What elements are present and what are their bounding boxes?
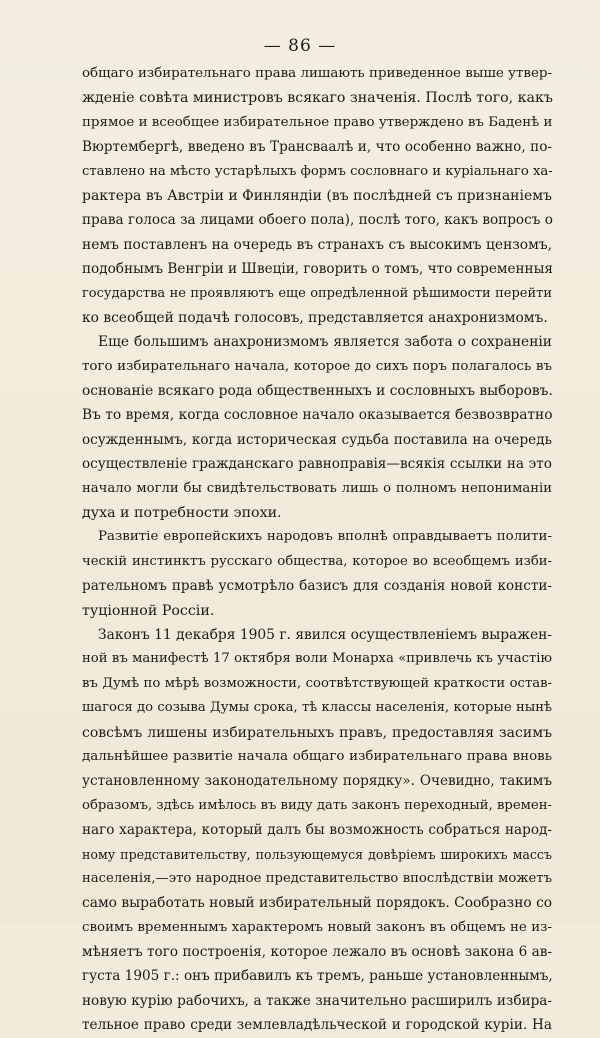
body-text <box>82 62 552 1038</box>
text-line: туціонной Россіи. <box>82 602 215 619</box>
text-line: прямое и всеобщее избирательное право утверждено въ Баденѣ и <box>82 114 553 130</box>
text-line: совсѣмъ лишены избирательныхъ правъ, предоставляя засимъ <box>82 724 552 741</box>
text-line: мѣняетъ того построенія, которое лежало въ основѣ закона 6 ав- <box>82 944 552 961</box>
text-line: духа и потребности эпохи. <box>82 505 282 522</box>
text-line: общаго избирательнаго права лишають приведенное выше утвер- <box>82 66 552 81</box>
text-line: само выработать новый избирательный порядокъ. Сообразно со <box>82 895 553 912</box>
text-line: рательномъ правѣ усмотрѣло базисъ для созданія новой консти- <box>82 578 552 595</box>
page-number: — 86 — <box>263 36 337 56</box>
text-line: населенія,—это народное представительство впослѣдствіи можетъ <box>82 870 552 886</box>
text-line: осуществленіе гражданскаго равноправія—всякія ссылки на это <box>82 456 552 473</box>
text-line: наго характера, который далъ бы возможность собраться народ- <box>82 822 552 839</box>
text-line: того избирательнаго начала, которое до сихъ поръ полагалось въ <box>82 358 552 374</box>
text-line: шагося до созыва Думы срока, тѣ классы населенія, которые нынѣ <box>82 700 552 716</box>
text-line: права голоса за лицами обоего пола), послѣ того, какъ вопросъ о <box>82 212 553 229</box>
text-line: въ Думѣ по мѣрѣ возможности, соотвѣтствующей краткости остав- <box>82 675 552 691</box>
text-line: начало могли бы свидѣтельствовать лишь о полномъ непониманіи <box>82 480 552 496</box>
text-line: образомъ, здѣсь имѣлось въ виду дать законъ переходный, времен- <box>82 797 552 813</box>
text-line: тельное право среди землевладѣльческой и городской куріи. На <box>82 1017 552 1034</box>
text-line: дальнѣйшее развитіе начала общаго избирательнаго права вновь <box>82 748 552 764</box>
text-line: подобнымъ Венгріи и Швеціи, говорить о томъ, что современныя <box>82 261 554 278</box>
text-line: ной въ манифестѣ 17 октября воли Монарха «привлечь къ участію <box>82 651 552 667</box>
text-line: установленному законодательному порядку». Очевидно, такимъ <box>82 773 552 790</box>
text-line: немъ поставленъ на очередь въ странахъ съ высокимъ цензомъ, <box>82 236 552 253</box>
text-line: осужденнымъ, когда историческая судьба поставила на очередь <box>82 431 552 448</box>
text-line: Въ то время, когда сословное начало оказывается безвозвратно <box>82 407 553 424</box>
text-line: своимъ временнымъ характеромъ новый законъ въ общемъ не из- <box>82 919 552 935</box>
text-line: ному представительству, пользующемуся довѣріемъ широкихъ массъ <box>82 846 552 862</box>
text-line: Законъ 11 декабря 1905 г. явился осуществленіемъ выражен- <box>98 626 552 643</box>
text-line: государства не проявляютъ еще опредѣленной рѣшимости перейти <box>82 285 552 301</box>
text-line: Развитіе европейскихъ народовъ вполнѣ оправдываетъ полити- <box>98 529 552 545</box>
text-line: Вюртембергѣ, введено въ Трансваалѣ и, что особенно важно, по- <box>82 139 552 156</box>
text-line: Еще большимъ анахронизмомъ является забота о сохраненіи <box>98 334 552 351</box>
text-line: основаніе всякаго рода общественныхъ и сословныхъ выборовъ. <box>82 383 553 400</box>
text-line: ко всеобщей подачѣ голосовъ, представляется анахронизмомъ. <box>82 309 548 326</box>
text-line: рактера въ Австріи и Финляндіи (въ послѣдней съ признаніемъ <box>82 187 553 204</box>
text-line: ческій инстинктъ русскаго общества, которое во всеобщемъ изби- <box>82 553 552 569</box>
text-line: густа 1905 г.: онъ прибавилъ къ тремъ, раньше установленнымъ, <box>82 968 553 985</box>
text-line: новую курію рабочихъ, а также значительно расширилъ избира- <box>82 992 552 1009</box>
text-line: ставлено на мѣсто устарѣлыхъ формъ сословнаго и куріальнаго ха- <box>82 163 553 179</box>
text-line: жденіе совѣта министровъ всякаго значенія. Послѣ того, какъ <box>82 90 553 107</box>
